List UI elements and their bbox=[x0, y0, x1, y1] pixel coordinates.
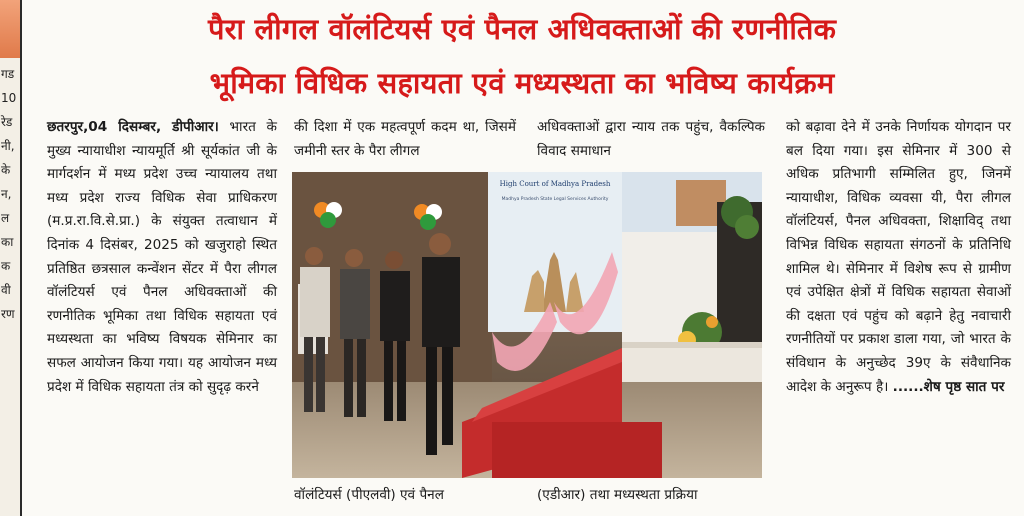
headline-line-2: भूमिका विधिक सहायता एवं मध्यस्थता का भविष्य कार्यक्रम bbox=[209, 66, 835, 100]
banner-text-1: High Court of Madhya Pradesh bbox=[499, 180, 611, 188]
adjacent-text-fragment: के bbox=[1, 163, 11, 177]
article-column-2-top bbox=[294, 116, 516, 163]
adjacent-text-fragment: रेड bbox=[1, 115, 13, 129]
adjacent-text-fragment: नी, bbox=[1, 139, 15, 153]
article-column-2-bottom bbox=[294, 484, 516, 508]
article-body-col2-bottom: वॉलंटियर्स (पीएलवी) एवं पैनल bbox=[294, 487, 444, 503]
article-column-4 bbox=[786, 116, 1011, 399]
dateline: छतरपुर,04 दिसम्बर, डीपीआर। bbox=[47, 119, 219, 135]
article-body-col3-bottom: (एडीआर) तथा मध्यस्थता प्रक्रिया bbox=[537, 487, 698, 503]
adjacent-text-fragment: का bbox=[1, 235, 14, 249]
adjacent-article-strip bbox=[0, 0, 22, 516]
adjacent-text-fragment: न, bbox=[1, 187, 12, 201]
event-photo bbox=[292, 172, 762, 478]
event-photo-image bbox=[292, 172, 762, 478]
article-body-col1: भारत के मुख्य न्यायाधीश न्यायमूर्ति श्री सूर्यकांत जी के मार्गदर्शन में मध्य प्रदेश उच्च न्यायालय तथा मध्य प्रदेश राज्य विधिक सेवा प्राधिकरण (म.प्र.रा.वि.से.प्रा.) के संयुक्त तत्वाधान में दिनांक 4 दिसंबर, 2025 को खजुराहो स्थित प्रतिष्ठित छत्रसाल कन्वेंशन सेंटर में पैरा लीगल वॉलंटियर्स एवं पैनल अधिवक्ताओं की रणनीतिक भूमिका तथा विधिक सहायता एवं मध्यस्थता का भविष्य विषयक सेमिनार का सफल आयोजन किया गया। यह आयोजन मध्य प्रदेश में विधिक सहायता तंत्र को सुदृढ़ करने bbox=[47, 119, 277, 395]
continuation-note: ......शेष पृष्ठ सात पर bbox=[892, 378, 1005, 395]
article-column-3-top bbox=[537, 116, 765, 163]
article-body-col2-top: की दिशा में एक महत्वपूर्ण कदम था, जिसमें जमीनी स्तर के पैरा लीगल bbox=[294, 119, 516, 159]
adjacent-text-fragment: क bbox=[1, 259, 11, 273]
article-column-1 bbox=[47, 116, 277, 399]
article-body-col3-top: अधिवक्ताओं द्वारा न्याय तक पहुंच, वैकल्पिक विवाद समाधान bbox=[537, 119, 765, 159]
next-headline-cutoff bbox=[230, 508, 790, 516]
banner-text-2: Madhya Pradesh State Legal Services Authority bbox=[501, 197, 609, 202]
adjacent-text-fragment: वी bbox=[1, 283, 11, 297]
headline bbox=[24, 2, 1020, 114]
adjacent-text-fragment: गड bbox=[1, 67, 15, 81]
article-column-3-bottom bbox=[537, 484, 765, 508]
article-body-col4: को बढ़ावा देने में उनके निर्णायक योगदान पर बल दिया गया। इस सेमिनार में 300 से अधिक प्रतिभागी सम्मिलित हुए, जिनमें न्यायाधीश, विधिक व्यवसा यी, पैरा लीगल वॉलंटियर्स, पैनल अधिवक्ता, शिक्षाविद् तथा विभिन्न विधिक सहायता संगठनों के प्रतिनिधि शामिल थे। सेमिनार में विशेष रूप से ग्रामीण एवं उपेक्षित क्षेत्रों में विधिक सहायता सेवाओं की दक्षता एवं पहुंच को बढ़ाने हेतु नवाचारी रणनीतियों पर प्रकाश डाला गया, जो भारत के संविधान के अनुच्छेद 39ए के संवैधानिक आदेश के अनुरूप है। bbox=[786, 119, 1011, 395]
adjacent-text-fragment: 10 bbox=[1, 91, 17, 105]
adjacent-text-fragment: ल bbox=[1, 211, 10, 225]
adjacent-article-accent bbox=[0, 0, 20, 58]
headline-line-1: पैरा लीगल वॉलंटियर्स एवं पैनल अधिवक्ताओं की रणनीतिक bbox=[207, 12, 837, 46]
adjacent-text-fragment: रण bbox=[1, 307, 15, 321]
